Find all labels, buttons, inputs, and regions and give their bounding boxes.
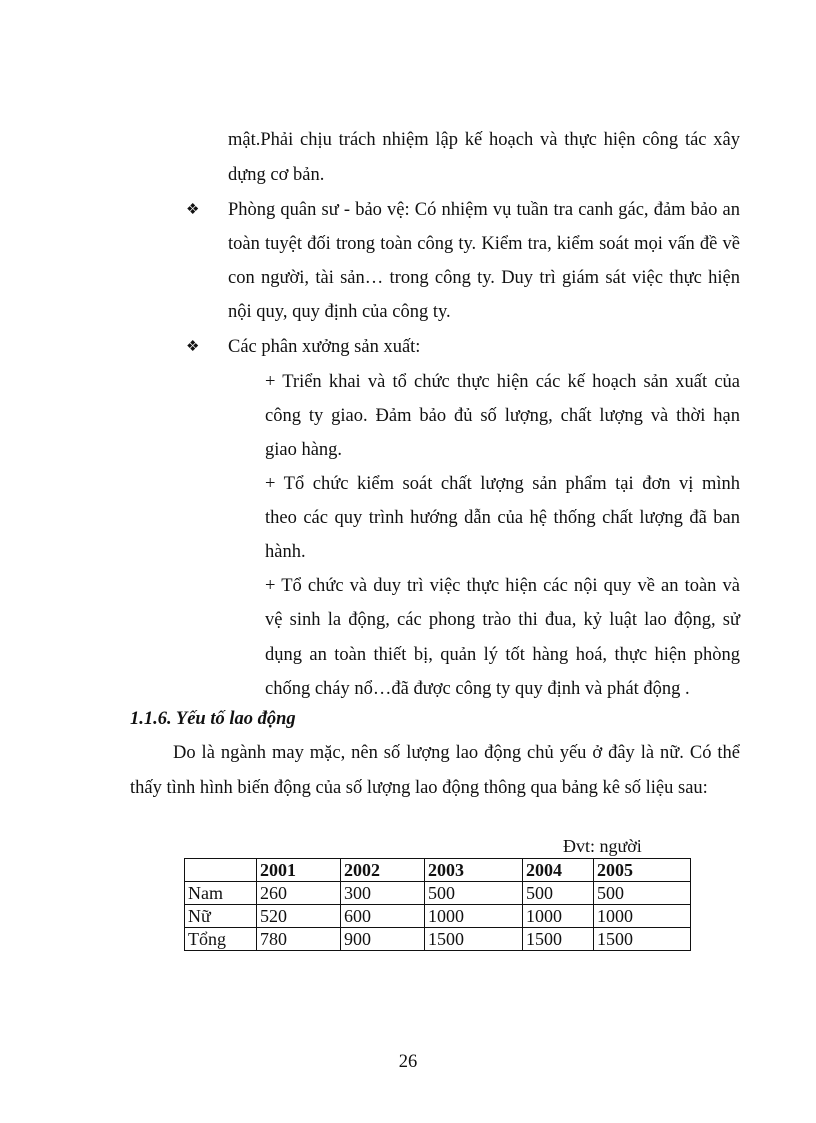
table-cell: Tổng	[185, 928, 257, 951]
table-header-cell: 2004	[523, 859, 594, 882]
body-line: toàn tuyệt đối trong toàn công ty. Kiểm tra, kiểm soát mọi vấn đề về	[228, 234, 740, 254]
table-cell: Nam	[185, 882, 257, 905]
page-number: 26	[398, 1052, 418, 1072]
table-cell: 1500	[523, 928, 594, 951]
table-cell: 900	[341, 928, 425, 951]
body-line: + Tổ chức và duy trì việc thực hiện các nội quy về an toàn và	[265, 576, 740, 596]
table-header-cell: 2005	[594, 859, 691, 882]
table-cell: 500	[425, 882, 523, 905]
bullet-diamond-icon: ❖	[186, 339, 200, 355]
body-line: Các phân xưởng sản xuất:	[228, 337, 421, 357]
table-cell: 1500	[425, 928, 523, 951]
table-cell: 1000	[594, 905, 691, 928]
paragraph-line: Do là ngành may mặc, nên số lượng lao động chủ yếu ở đây là nữ. Có thể	[173, 743, 740, 763]
table-cell: 780	[257, 928, 341, 951]
table-row	[185, 882, 691, 905]
table-cell: 300	[341, 882, 425, 905]
table-header-row	[185, 859, 691, 882]
table-cell: 1000	[425, 905, 523, 928]
unit-label: Đvt: người	[563, 836, 642, 856]
table-header-cell: 2003	[425, 859, 523, 882]
table-cell: 500	[523, 882, 594, 905]
table-row	[185, 905, 691, 928]
body-line: Phòng quân sư - bảo vệ: Có nhiệm vụ tuần tra canh gác, đảm bảo an	[228, 200, 740, 220]
body-line: nội quy, quy định của công ty.	[228, 302, 451, 322]
bullet-diamond-icon: ❖	[186, 202, 200, 218]
table-cell: 600	[341, 905, 425, 928]
body-line: công ty giao. Đảm bảo đủ số lượng, chất lượng và thời hạn	[265, 406, 740, 426]
table-row	[185, 928, 691, 951]
body-line: + Tổ chức kiểm soát chất lượng sản phẩm tại đơn vị mình	[265, 474, 740, 494]
body-line: vệ sinh la động, các phong trào thi đua, kỷ luật lao động, sử	[265, 610, 740, 630]
paragraph-line: thấy tình hình biến động của số lượng lao động thông qua bảng kê số liệu sau:	[130, 778, 708, 798]
body-line: + Triển khai và tổ chức thực hiện các kế hoạch sản xuất của	[265, 372, 740, 392]
body-line: chống cháy nổ…đã được công ty quy định và phát động .	[265, 679, 690, 699]
body-line: mật.Phải chịu trách nhiệm lập kế hoạch và thực hiện công tác xây	[228, 130, 740, 150]
body-line: hành.	[265, 542, 306, 562]
table-cell: Nữ	[185, 905, 257, 928]
table-cell: 500	[594, 882, 691, 905]
table-header-cell	[185, 859, 257, 882]
labor-table	[184, 858, 691, 951]
body-line: con người, tài sản… trong công ty. Duy trì giám sát việc thực hiện	[228, 268, 740, 288]
table-cell: 1000	[523, 905, 594, 928]
table-header-cell: 2001	[257, 859, 341, 882]
body-line: dụng an toàn thiết bị, quản lý tốt hàng hoá, thực hiện phòng	[265, 645, 740, 665]
table-header-cell: 2002	[341, 859, 425, 882]
body-line: dựng cơ bản.	[228, 165, 325, 185]
table-cell: 1500	[594, 928, 691, 951]
body-line: giao hàng.	[265, 440, 343, 460]
body-line: theo các quy trình hướng dẫn của hệ thống chất lượng đã ban	[265, 508, 740, 528]
table-cell: 260	[257, 882, 341, 905]
section-heading: 1.1.6. Yếu tố lao động	[130, 709, 296, 729]
table-cell: 520	[257, 905, 341, 928]
